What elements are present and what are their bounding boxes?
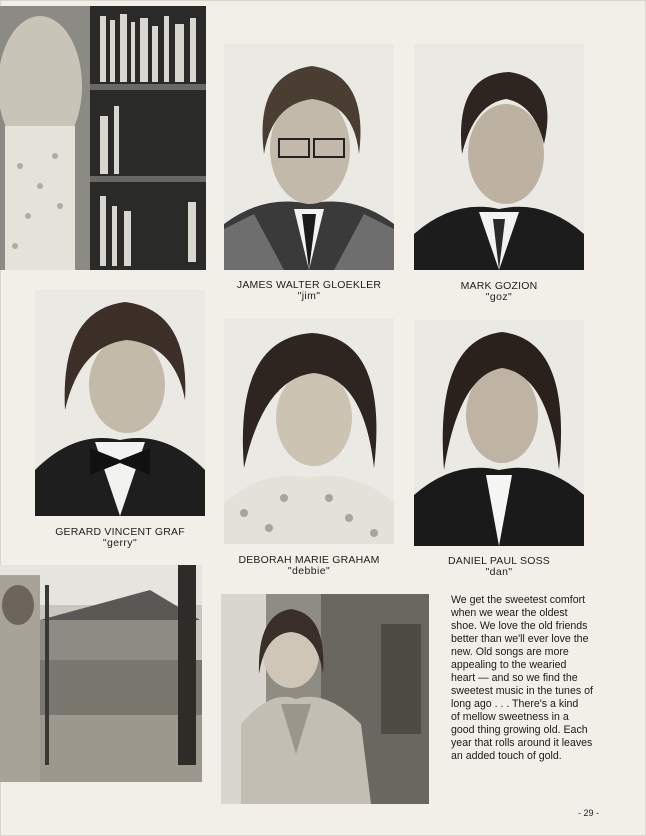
portrait-photo-gozion (414, 44, 584, 270)
poem-line: shoe. We love the old friends (451, 620, 588, 632)
poem-line: long ago . . . There's a kind (451, 698, 579, 710)
poem-line: appealing to the wearied (451, 659, 567, 671)
caption-graf (35, 527, 205, 549)
portrait-name: MARK GOZION (460, 280, 538, 292)
caption-graham (224, 555, 394, 577)
poem-line: when we wear the oldest (451, 607, 568, 619)
poem-text (451, 594, 631, 763)
caption-soss (414, 556, 584, 578)
portrait-nickname: "jim" (297, 290, 321, 302)
portrait-name: JAMES WALTER GLOEKLER (236, 279, 382, 291)
portrait-nickname: "gerry" (102, 537, 138, 549)
candid-photo-student (221, 594, 429, 804)
candid-photo-library (0, 6, 206, 270)
poem-line: better than we'll ever love the (451, 633, 589, 645)
caption-gloekler (224, 280, 394, 302)
poem-line: heart — and so we find the (451, 672, 578, 684)
portrait-photo-gloekler (224, 44, 394, 270)
poem-line: year that rolls around it leaves (451, 737, 593, 749)
portrait-nickname: "goz" (485, 291, 513, 303)
poem-line: We get the sweetest comfort (451, 594, 586, 606)
portrait-photo-soss (414, 320, 584, 546)
portrait-nickname: "dan" (485, 566, 513, 578)
poem-line: of mellow sweetness in a (451, 711, 569, 723)
poem-line: good thing growing old. Each (451, 724, 588, 736)
caption-gozion (414, 281, 584, 303)
portrait-photo-graham (224, 318, 394, 544)
portrait-nickname: "debbie" (287, 565, 331, 577)
poem-line: an added touch of gold. (451, 750, 562, 762)
portrait-name: DANIEL PAUL SOSS (447, 555, 550, 567)
poem-line: sweetest music in the tunes of (451, 685, 593, 697)
candid-photo-outdoors (0, 565, 202, 782)
portrait-photo-graf (35, 290, 205, 516)
portrait-name: DEBORAH MARIE GRAHAM (238, 554, 380, 566)
portrait-name: GERARD VINCENT GRAF (55, 526, 185, 538)
page-number: - 29 - (578, 808, 600, 818)
poem-line: new. Old songs are more (451, 646, 569, 658)
